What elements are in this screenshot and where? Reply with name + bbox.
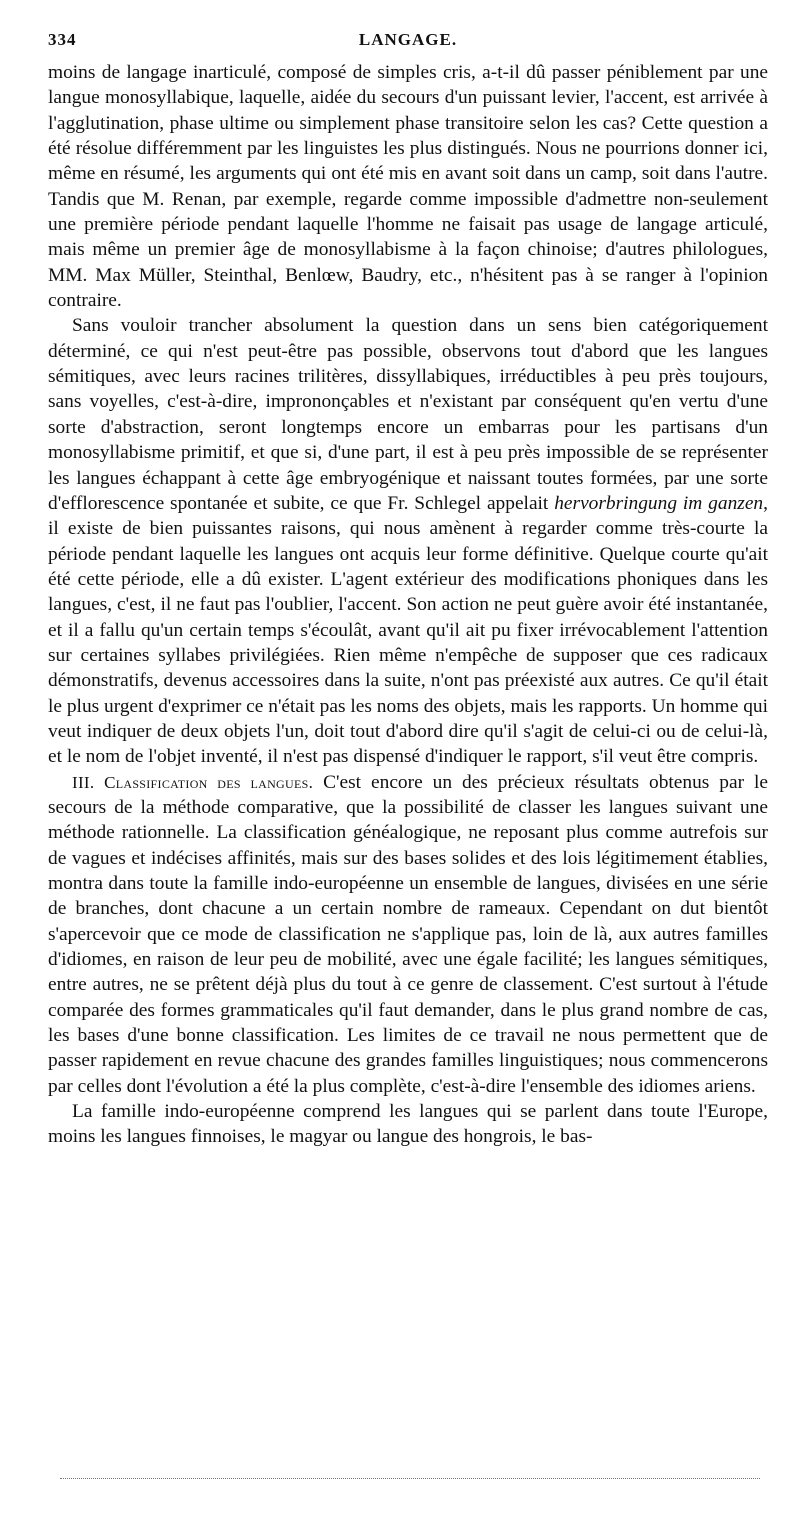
paragraph-2 bbox=[48, 313, 768, 769]
page bbox=[48, 30, 768, 1150]
footer-dotted-rule bbox=[60, 1478, 760, 1479]
paragraph-2-text-b: , il existe de bien puissantes raisons, qui nous amènent à regarder comme très-courte la période pendant laquelle les langues ont acquis leur forme définitive. Quelque courte qu'ait été cette période, elle a dû exister. L'agent extérieur des modifications phoniques dans les langues, c'est, il ne faut pas l'oublier, l'accent. Son action ne peut guère avoir été instantanée, et il a fallu qu'un certain temps s'écoulât, avant qu'il ait pu fixer irrévocablement l'attention sur certaines syllabes privilégiées. Rien même n'empêche de supposer que ces radicaux démonstratifs, devenus accessoires dans la suite, n'ont pas préexisté aux autres. Ce qu'il était le plus urgent d'exprimer ce n'était pas les noms des objets, mais les rapports. Un homme qui veut indiquer de deux objets l'un, doit tout d'abord dire qu'il s'agit de celui-ci ou de celui-là, et le nom de l'objet inventé, il n'est pas dispensé d'indiquer le rapport, s'il veut être compris. bbox=[48, 492, 768, 768]
paragraph-2-text-a: Sans vouloir trancher absolument la question dans un sens bien catégoriquement déterminé, ce qui n'est peut-être pas possible, observons tout d'abord que les langues sémitiques, avec leurs racines trilitères, dissyllabiques, irréductibles à peu près toujours, sans voyelles, c'est-à-dire, imprononçables et n'existant par conséquent qu'en vertu d'une sorte d'abstraction, seront longtemps encore un embarras pour les partisans d'un monosyllabisme primitif, et que si, d'une part, il est à peu près impossible de se représenter les langues échappant à cette âge embryogénique et naissant toutes formées, par une sorte d'efflorescence spontanée et subite, ce que Fr. Schlegel appelait bbox=[48, 315, 768, 514]
paragraph-1: moins de langage inarticulé, composé de simples cris, a-t-il dû passer péniblement par une langue monosyllabique, laquelle, aidée du secours d'un puissant levier, l'accent, est arrivée à l'agglutination, phase ultime ou simplement phase transitoire selon les cas? Cette question a été résolue différemment par les linguistes les plus distingués. Nous ne pourrions donner ici, même en résumé, les arguments qui ont été mis en avant soit dans un camp, soit dans l'autre. Tandis que M. Renan, par exemple, regarde comme impossible d'admettre non-seulement une première période pendant laquelle l'homme ne faisait pas usage de langage articulé, mais même un premier âge de monosyllabisme à la façon chinoise; d'autres philologues, MM. Max Müller, Steinthal, Benlœw, Baudry, etc., n'hésitent pas à se ranger à l'opinion contraire. bbox=[48, 62, 768, 312]
section-heading: III. Classification des langues. bbox=[72, 772, 314, 792]
paragraph-2-italic-term: hervorbringung im ganzen bbox=[554, 492, 764, 514]
running-head: LANGAGE. bbox=[358, 30, 458, 49]
paragraph-3-text: C'est encore un des précieux résultats obtenus par le secours de la méthode comparative, que la possibilité de classer les langues suivant une méthode rationnelle. La classification généalogique, ne reposant plus comme autrefois sur de vagues et indécises affinités, mais sur des bases solides et des lois légitimement établies, montra dans toute la famille indo-européenne un ensemble de langues, divisées en une série de branches, dont chacune a un certain nombre de rameaux. Cependant on dut bientôt s'apercevoir que ce mode de classification ne s'applique pas, loin de là, aux autres familles d'idiomes, en raison de leur peu de mobilité, avec une égale facilité; les langues sémitiques, entre autres, ne se prêtent déjà plus du tout à ce genre de classement. C'est surtout à l'étude comparée des formes grammaticales qu'il faut demander, dans le plus grand nombre de cas, les bases d'une bonne classification. Les limites de ce travail ne nous permettent que de passer rapidement en revue chacune des grandes familles linguistiques; nous commencerons par celles dont l'évolution a été la plus complète, c'est-à-dire l'ensemble des idiomes ariens. bbox=[48, 771, 768, 1097]
paragraph-4: La famille indo-européenne comprend les langues qui se parlent dans toute l'Europe, moins les langues finnoises, le magyar ou langue des hongrois, le bas- bbox=[48, 1101, 768, 1148]
page-number: 334 bbox=[48, 30, 77, 49]
page-header bbox=[48, 30, 768, 60]
paragraph-3 bbox=[48, 770, 768, 1099]
